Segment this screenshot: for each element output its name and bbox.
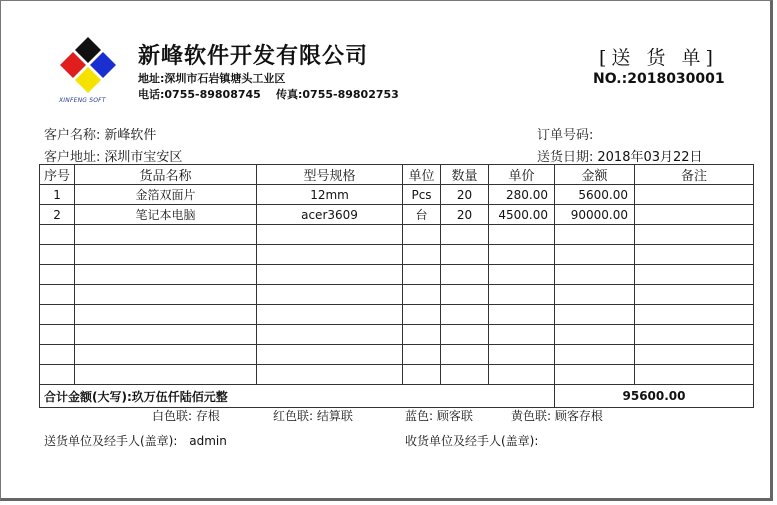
cell-model <box>257 325 403 345</box>
cell-price <box>489 305 555 325</box>
cell-model <box>257 265 403 285</box>
document-title: [送 货 单] <box>599 47 718 69</box>
cell-index <box>40 345 75 365</box>
cell-quantity <box>441 265 489 285</box>
cell-model <box>257 245 403 265</box>
copy-yellow: 黄色联: 顾客存根 <box>511 409 603 423</box>
cell-unit: Pcs <box>403 185 441 205</box>
col-header-quantity: 数量 <box>441 165 489 185</box>
cell-name: 笔记本电脑 <box>75 205 257 225</box>
cell-model: 12mm <box>257 185 403 205</box>
total-row <box>40 385 754 408</box>
cell-unit <box>403 225 441 245</box>
cell-amount <box>555 365 635 385</box>
cell-remark <box>635 185 754 205</box>
cell-name <box>75 325 257 345</box>
receiver-line <box>405 432 538 449</box>
cell-amount <box>555 305 635 325</box>
cell-quantity <box>441 365 489 385</box>
customer-name-label: 客户名称: <box>44 128 101 143</box>
customer-address-line <box>44 146 182 165</box>
cell-model: acer3609 <box>257 205 403 225</box>
cell-model <box>257 225 403 245</box>
copy-white: 白色联: 存根 <box>152 409 220 423</box>
cell-index <box>40 225 75 245</box>
cell-price <box>489 325 555 345</box>
cell-quantity <box>441 285 489 305</box>
customer-address-label: 客户地址: <box>44 150 101 165</box>
order-number-line <box>537 124 597 143</box>
cell-price <box>489 285 555 305</box>
cell-quantity <box>441 225 489 245</box>
cell-unit <box>403 285 441 305</box>
cell-index <box>40 325 75 345</box>
cell-remark <box>635 225 754 245</box>
receiver-label: 收货单位及经手人(盖章): <box>405 434 539 448</box>
cell-remark <box>635 365 754 385</box>
total-amount: 95600.00 <box>555 385 754 408</box>
table-row <box>40 265 754 285</box>
copy-blue: 蓝色: 顾客联 <box>405 409 473 423</box>
cell-unit <box>403 325 441 345</box>
table-row <box>40 325 754 345</box>
cell-price <box>489 365 555 385</box>
cell-amount: 90000.00 <box>555 205 635 225</box>
cell-price <box>489 265 555 285</box>
delivery-date: 2018年03月22日 <box>597 150 703 165</box>
company-address: 地址:深圳市石岩镇塘头工业区 <box>138 72 286 85</box>
cell-remark <box>635 345 754 365</box>
cell-unit <box>403 305 441 325</box>
cell-amount <box>555 345 635 365</box>
customer-name: 新峰软件 <box>104 128 157 143</box>
cell-name <box>75 285 257 305</box>
cell-unit <box>403 265 441 285</box>
cell-amount <box>555 325 635 345</box>
cell-quantity <box>441 345 489 365</box>
sender-line <box>44 432 227 449</box>
table-row <box>40 185 754 205</box>
goods-table <box>39 164 754 408</box>
document-number: NO.:2018030001 <box>593 71 725 87</box>
cell-quantity <box>441 305 489 325</box>
total-in-words: 合计金额(大写):玖万伍仟陆佰元整 <box>40 385 555 408</box>
cell-price <box>489 245 555 265</box>
cell-index <box>40 245 75 265</box>
order-number-label: 订单号码: <box>537 128 594 143</box>
cell-name <box>75 305 257 325</box>
col-header-amount: 金额 <box>555 165 635 185</box>
cell-model <box>257 305 403 325</box>
table-row <box>40 305 754 325</box>
sender-label: 送货单位及经手人(盖章): <box>44 434 178 448</box>
cell-price: 4500.00 <box>489 205 555 225</box>
cell-amount <box>555 245 635 265</box>
col-header-model: 型号规格 <box>257 165 403 185</box>
cell-price: 280.00 <box>489 185 555 205</box>
delivery-date-label: 送货日期: <box>537 150 594 165</box>
copy-red: 红色联: 结算联 <box>273 409 353 423</box>
table-row <box>40 365 754 385</box>
col-header-price: 单价 <box>489 165 555 185</box>
cell-name <box>75 245 257 265</box>
col-header-name: 货品名称 <box>75 165 257 185</box>
cell-remark <box>635 265 754 285</box>
cell-model <box>257 365 403 385</box>
cell-name <box>75 345 257 365</box>
company-fax: 传真:0755-89802753 <box>276 88 399 101</box>
cell-remark <box>635 285 754 305</box>
cell-unit <box>403 245 441 265</box>
cell-amount: 5600.00 <box>555 185 635 205</box>
cell-remark <box>635 205 754 225</box>
cell-amount <box>555 265 635 285</box>
table-row <box>40 285 754 305</box>
table-row <box>40 245 754 265</box>
cell-name <box>75 365 257 385</box>
cell-model <box>257 345 403 365</box>
company-name: 新峰软件开发有限公司 <box>138 44 369 69</box>
col-header-index: 序号 <box>40 165 75 185</box>
table-row <box>40 345 754 365</box>
cell-quantity <box>441 245 489 265</box>
col-header-unit: 单位 <box>403 165 441 185</box>
table-row <box>40 205 754 225</box>
cell-unit <box>403 365 441 385</box>
cell-amount <box>555 285 635 305</box>
cell-model <box>257 285 403 305</box>
cell-remark <box>635 245 754 265</box>
cell-index <box>40 305 75 325</box>
cell-price <box>489 225 555 245</box>
cell-index <box>40 265 75 285</box>
table-row <box>40 225 754 245</box>
cell-index <box>40 365 75 385</box>
table-header-row <box>40 165 754 185</box>
cell-quantity <box>441 325 489 345</box>
sender-name: admin <box>189 434 227 448</box>
cell-index <box>40 285 75 305</box>
cell-price <box>489 345 555 365</box>
company-logo-icon <box>57 35 119 97</box>
cell-index: 2 <box>40 205 75 225</box>
cell-unit: 台 <box>403 205 441 225</box>
cell-quantity: 20 <box>441 205 489 225</box>
customer-address: 深圳市宝安区 <box>104 150 183 165</box>
cell-name: 金箔双面片 <box>75 185 257 205</box>
cell-remark <box>635 305 754 325</box>
cell-amount <box>555 225 635 245</box>
cell-name <box>75 265 257 285</box>
cell-name <box>75 225 257 245</box>
delivery-date-line <box>537 146 703 165</box>
cell-remark <box>635 325 754 345</box>
cell-unit <box>403 345 441 365</box>
col-header-remark: 备注 <box>635 165 754 185</box>
customer-name-line <box>44 124 156 143</box>
company-phone: 电话:0755-89808745 <box>138 88 261 101</box>
logo-text: XINFENG SOFT <box>59 97 106 104</box>
cell-quantity: 20 <box>441 185 489 205</box>
cell-index: 1 <box>40 185 75 205</box>
